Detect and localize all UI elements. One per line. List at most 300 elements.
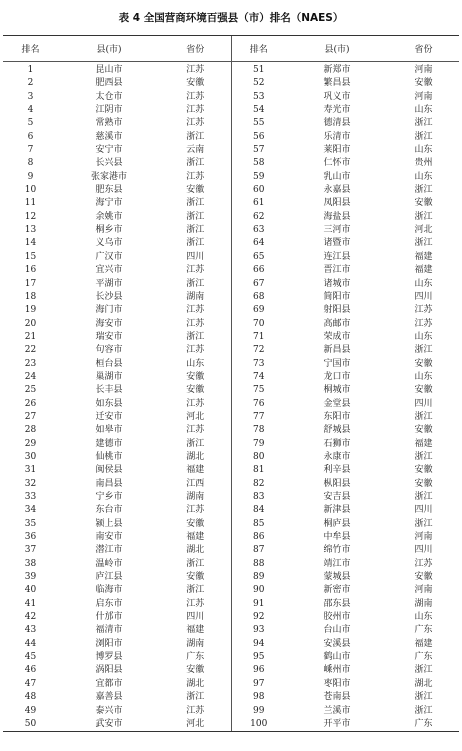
province-cell-right: 安徽: [414, 572, 433, 583]
rank-cell-right: 69: [231, 304, 286, 317]
county-cell-right: 开平市: [286, 718, 388, 732]
table-row: [3, 598, 459, 611]
table-row: [3, 237, 459, 250]
county-cell-right: 德清县: [323, 118, 351, 129]
rank-cell-left: 46: [24, 665, 37, 676]
county-cell-right: 诸暨市: [323, 238, 351, 249]
province-cell-right: 四川: [414, 291, 433, 302]
county-cell-left: 江阴市: [95, 105, 123, 116]
rank-cell-right: 81: [231, 464, 286, 477]
province-cell-left: 江苏: [186, 65, 205, 75]
province-cell-right: 安徽: [414, 78, 433, 89]
province-cell-left: 云南: [186, 145, 205, 156]
table-row: [3, 358, 459, 371]
province-cell-left: 浙江: [186, 238, 205, 249]
table-row: [3, 344, 459, 357]
rank-cell-right: 80: [231, 451, 286, 464]
county-cell-right: 永嘉县: [323, 185, 351, 196]
county-cell-right: 连江县: [323, 251, 351, 262]
rank-cell-left: 25: [24, 385, 37, 396]
table-row: [3, 184, 459, 197]
table-row: [3, 638, 459, 651]
province-cell-right: 山东: [414, 105, 433, 116]
province-cell-right: 山东: [414, 371, 433, 382]
county-cell-left: 义乌市: [95, 238, 123, 249]
province-cell-left: 四川: [186, 612, 205, 623]
county-cell-left: 海安市: [95, 318, 123, 329]
header-county-right: 县(市): [286, 36, 388, 62]
county-cell-right: 胶州市: [323, 612, 351, 623]
province-cell-right: 安徽: [414, 385, 433, 396]
rank-cell-left: 35: [24, 518, 37, 529]
county-cell-left: 慈溪市: [95, 131, 123, 142]
table-row: [3, 611, 459, 624]
county-cell-left: 安宁市: [95, 145, 123, 156]
county-cell-right: 枞阳县: [323, 478, 351, 489]
county-cell-right: 射阳县: [323, 305, 351, 316]
header-county-left: 县(市): [58, 36, 160, 62]
rank-cell-right: 70: [231, 318, 286, 331]
province-cell-right: 浙江: [414, 411, 433, 422]
province-cell-left: 浙江: [186, 198, 205, 209]
table-row: [3, 491, 459, 504]
header-row: [3, 36, 459, 62]
table-row: [3, 504, 459, 517]
province-cell-left: 安徽: [186, 385, 205, 396]
rank-cell-left: 32: [24, 478, 37, 489]
rank-cell-left: 36: [24, 532, 37, 543]
county-cell-right: 鹤山市: [323, 652, 351, 663]
rank-cell-left: 12: [24, 211, 37, 222]
rank-cell-left: 7: [27, 145, 34, 156]
header-province-right: 省份: [388, 36, 459, 62]
table-row: [3, 571, 459, 584]
county-cell-left: 南安市: [95, 532, 123, 543]
rank-cell-right: 53: [231, 91, 286, 104]
county-cell-left: 浏阳市: [95, 638, 123, 649]
province-cell-right: 广东: [388, 718, 459, 732]
county-cell-left: 武安市: [58, 718, 160, 732]
table-row: [3, 211, 459, 224]
province-cell-right: 安徽: [414, 465, 433, 476]
table-row: [3, 438, 459, 451]
rank-cell-right: 72: [231, 344, 286, 357]
county-cell-left: 什邡市: [95, 612, 123, 623]
county-cell-right: 永康市: [323, 451, 351, 462]
rank-cell-right: 91: [231, 598, 286, 611]
county-cell-right: 蒙城县: [323, 572, 351, 583]
table-row: [3, 544, 459, 557]
rank-cell-left: 17: [24, 278, 37, 289]
province-cell-right: 四川: [414, 505, 433, 516]
province-cell-left: 福建: [186, 625, 205, 636]
province-cell-right: 浙江: [414, 665, 433, 676]
province-cell-left: 江苏: [186, 105, 205, 116]
table-row: [3, 651, 459, 664]
province-cell-right: 安徽: [414, 358, 433, 369]
county-cell-right: 海盐县: [323, 211, 351, 222]
county-cell-right: 兰溪市: [323, 705, 351, 716]
county-cell-left: 句容市: [95, 345, 123, 356]
province-cell-right: 浙江: [414, 185, 433, 196]
county-cell-left: 平湖市: [95, 278, 123, 289]
province-cell-left: 安徽: [186, 665, 205, 676]
province-cell-right: 浙江: [414, 692, 433, 703]
rank-cell-right: 56: [231, 131, 286, 144]
rank-cell-left: 45: [24, 652, 37, 663]
table-row: [3, 584, 459, 597]
table-body: [3, 62, 459, 732]
county-cell-right: 台山市: [323, 625, 351, 636]
province-cell-right: 浙江: [414, 211, 433, 222]
rank-cell-right: 74: [231, 371, 286, 384]
rank-cell-left: 31: [24, 465, 37, 476]
county-cell-right: 晋江市: [323, 265, 351, 276]
province-cell-right: 浙江: [414, 492, 433, 502]
table-row: [3, 678, 459, 691]
table-row: [3, 251, 459, 264]
province-cell-right: 江苏: [414, 305, 433, 316]
rank-cell-right: 95: [231, 651, 286, 664]
rank-cell-right: 64: [231, 237, 286, 250]
county-cell-left: 肥西县: [95, 78, 123, 89]
rank-cell-right: 78: [231, 424, 286, 437]
rank-cell-right: 68: [231, 291, 286, 304]
rank-cell-left: 34: [24, 505, 37, 516]
province-cell-right: 江苏: [414, 318, 433, 329]
province-cell-right: 浙江: [414, 131, 433, 142]
county-cell-right: 凤阳县: [323, 198, 351, 209]
county-cell-left: 海门市: [95, 305, 123, 316]
county-cell-right: 石狮市: [323, 438, 351, 449]
rank-cell-left: 3: [27, 91, 34, 102]
county-cell-right: 诸城市: [323, 278, 351, 289]
table-row: [3, 197, 459, 210]
rank-cell-left: 49: [24, 705, 37, 716]
province-cell-right: 河南: [414, 65, 433, 75]
rank-cell-left: 5: [27, 118, 34, 129]
rank-cell-right: 61: [231, 197, 286, 210]
province-cell-left: 浙江: [186, 585, 205, 596]
rank-cell-right: 93: [231, 624, 286, 637]
rank-cell-left: 29: [24, 438, 37, 449]
province-cell-left: 江苏: [186, 345, 205, 356]
header-province-left: 省份: [160, 36, 231, 62]
county-cell-right: 仁怀市: [323, 158, 351, 169]
county-cell-left: 余姚市: [95, 211, 123, 222]
rank-cell-left: 22: [24, 345, 37, 356]
rank-cell-right: 62: [231, 211, 286, 224]
rank-cell-right: 88: [231, 558, 286, 571]
table-row: [3, 91, 459, 104]
table-row: [3, 398, 459, 411]
table-row: [3, 224, 459, 237]
county-cell-left: 建德市: [95, 438, 123, 449]
table-row: [3, 691, 459, 704]
table-row: [3, 424, 459, 437]
province-cell-left: 浙江: [186, 558, 205, 569]
county-cell-left: 颍上县: [95, 518, 123, 529]
rank-cell-left: 6: [27, 131, 34, 142]
province-cell-left: 安徽: [186, 78, 205, 89]
county-cell-left: 昆山市: [95, 65, 123, 75]
rank-cell-right: 84: [231, 504, 286, 517]
province-cell-right: 贵州: [414, 158, 433, 169]
rank-cell-left: 38: [24, 558, 37, 569]
province-cell-right: 福建: [414, 638, 433, 649]
table-row: [3, 464, 459, 477]
county-cell-right: 宁国市: [323, 358, 351, 369]
county-cell-left: 宜都市: [95, 678, 123, 689]
rank-cell-left: 30: [24, 451, 37, 462]
province-cell-left: 江苏: [186, 398, 205, 409]
header-rank-left: 排名: [3, 36, 58, 62]
rank-cell-left: 48: [24, 692, 37, 703]
rank-cell-left: 37: [24, 545, 37, 556]
rank-cell-right: 51: [231, 62, 286, 78]
county-cell-left: 巢湖市: [95, 371, 123, 382]
rank-cell-right: 92: [231, 611, 286, 624]
county-cell-right: 舒城县: [323, 425, 351, 436]
rank-cell-right: 76: [231, 398, 286, 411]
province-cell-left: 河北: [160, 718, 231, 732]
rank-cell-left: 9: [27, 171, 34, 182]
province-cell-right: 广东: [414, 625, 433, 636]
province-cell-left: 江苏: [186, 305, 205, 316]
rank-cell-left: 44: [24, 638, 37, 649]
table-row: [3, 157, 459, 170]
rank-cell-right: 66: [231, 264, 286, 277]
province-cell-right: 四川: [414, 545, 433, 556]
county-cell-left: 东台市: [95, 505, 123, 516]
county-cell-right: 新昌县: [323, 345, 351, 356]
province-cell-right: 安徽: [414, 198, 433, 209]
rank-cell-left: 33: [24, 492, 37, 502]
table-row: [3, 664, 459, 677]
county-cell-left: 泰兴市: [95, 705, 123, 716]
county-cell-right: 金堂县: [323, 398, 351, 409]
province-cell-right: 浙江: [414, 345, 433, 356]
county-cell-right: 龙口市: [323, 371, 351, 382]
county-cell-left: 启东市: [95, 598, 123, 609]
rank-cell-left: 50: [3, 718, 58, 732]
table-row: [3, 144, 459, 157]
county-cell-left: 肥东县: [95, 185, 123, 196]
province-cell-right: 福建: [414, 265, 433, 276]
header-rank-right: 排名: [231, 36, 286, 62]
province-cell-left: 安徽: [186, 185, 205, 196]
rank-cell-right: 73: [231, 358, 286, 371]
county-cell-left: 桓台县: [95, 358, 123, 369]
rank-cell-left: 42: [24, 612, 37, 623]
province-cell-left: 湖北: [186, 678, 205, 689]
county-cell-left: 桐乡市: [95, 225, 123, 236]
county-cell-right: 繁昌县: [323, 78, 351, 89]
county-cell-right: 荣成市: [323, 331, 351, 342]
province-cell-left: 福建: [186, 465, 205, 476]
province-cell-left: 江苏: [186, 91, 205, 102]
table-row: [3, 518, 459, 531]
table-row: [3, 411, 459, 424]
rank-cell-left: 24: [24, 371, 37, 382]
province-cell-right: 山东: [414, 145, 433, 156]
rank-cell-left: 1: [27, 65, 34, 75]
rank-cell-left: 16: [24, 265, 37, 276]
county-cell-left: 张家港市: [90, 171, 127, 182]
province-cell-right: 浙江: [414, 705, 433, 716]
table-row: [3, 104, 459, 117]
table-row: [3, 371, 459, 384]
province-cell-right: 浙江: [414, 451, 433, 462]
rank-cell-right: 83: [231, 491, 286, 504]
table-row: [3, 705, 459, 718]
county-cell-right: 乳山市: [323, 171, 351, 182]
province-cell-left: 山东: [186, 358, 205, 369]
county-cell-left: 广汉市: [95, 251, 123, 262]
county-cell-right: 新津县: [323, 505, 351, 516]
province-cell-left: 安徽: [186, 572, 205, 583]
county-cell-right: 新密市: [323, 585, 351, 596]
county-cell-left: 临海市: [95, 585, 123, 596]
county-cell-right: 桐庐县: [323, 518, 351, 529]
rank-cell-right: 97: [231, 678, 286, 691]
rank-cell-right: 71: [231, 331, 286, 344]
county-cell-right: 邵东县: [323, 598, 351, 609]
county-cell-left: 南昌县: [95, 478, 123, 489]
table-row: [3, 384, 459, 397]
province-cell-left: 浙江: [186, 131, 205, 142]
county-cell-right: 乐清市: [323, 131, 351, 142]
rank-cell-left: 20: [24, 318, 37, 329]
county-cell-right: 靖江市: [323, 558, 351, 569]
rank-cell-left: 13: [24, 225, 37, 236]
rank-cell-right: 57: [231, 144, 286, 157]
province-cell-left: 安徽: [186, 518, 205, 529]
province-cell-right: 安徽: [414, 425, 433, 436]
county-cell-right: 新郑市: [323, 65, 351, 75]
rank-cell-right: 79: [231, 438, 286, 451]
rank-cell-left: 15: [24, 251, 37, 262]
province-cell-left: 江苏: [186, 505, 205, 516]
table-row: [3, 531, 459, 544]
province-cell-left: 河北: [186, 411, 205, 422]
province-cell-right: 浙江: [414, 118, 433, 129]
county-cell-left: 嘉善县: [95, 692, 123, 703]
province-cell-left: 江西: [186, 478, 205, 489]
province-cell-right: 河北: [414, 225, 433, 236]
rank-cell-right: 90: [231, 584, 286, 597]
province-cell-right: 山东: [414, 612, 433, 623]
province-cell-left: 江苏: [186, 598, 205, 609]
county-cell-left: 涡阳县: [95, 665, 123, 676]
table-row: [3, 304, 459, 317]
province-cell-right: 浙江: [414, 238, 433, 249]
province-cell-left: 广东: [186, 652, 205, 663]
rank-cell-right: 52: [231, 77, 286, 90]
province-cell-right: 湖北: [414, 678, 433, 689]
province-cell-left: 江苏: [186, 118, 205, 129]
province-cell-right: 江苏: [414, 558, 433, 569]
rank-cell-left: 41: [24, 598, 37, 609]
table-row: [3, 718, 459, 732]
table-row: [3, 62, 459, 78]
province-cell-right: 山东: [414, 278, 433, 289]
ranking-table: [3, 35, 459, 732]
province-cell-right: 福建: [414, 438, 433, 449]
rank-cell-right: 75: [231, 384, 286, 397]
rank-cell-right: 65: [231, 251, 286, 264]
rank-cell-left: 11: [24, 198, 37, 209]
table-row: [3, 171, 459, 184]
county-cell-left: 福清市: [95, 625, 123, 636]
county-cell-left: 常熟市: [95, 118, 123, 129]
county-cell-left: 太仓市: [95, 91, 123, 102]
rank-cell-left: 26: [24, 398, 37, 409]
county-cell-left: 宁乡市: [95, 492, 123, 502]
province-cell-right: 四川: [414, 398, 433, 409]
rank-cell-left: 27: [24, 411, 37, 422]
province-cell-right: 河南: [414, 91, 433, 102]
table-row: [3, 478, 459, 491]
table-row: [3, 558, 459, 571]
county-cell-left: 迁安市: [95, 411, 123, 422]
table-row: [3, 451, 459, 464]
county-cell-right: 安溪县: [323, 638, 351, 649]
county-cell-left: 瑞安市: [95, 331, 123, 342]
rank-cell-left: 14: [24, 238, 37, 249]
province-cell-left: 江苏: [186, 265, 205, 276]
rank-cell-right: 77: [231, 411, 286, 424]
rank-cell-left: 40: [24, 585, 37, 596]
county-cell-left: 宜兴市: [95, 265, 123, 276]
province-cell-left: 湖南: [186, 638, 205, 649]
county-cell-right: 东阳市: [323, 411, 351, 422]
county-cell-left: 长丰县: [95, 385, 123, 396]
province-cell-left: 浙江: [186, 158, 205, 169]
rank-cell-left: 28: [24, 425, 37, 436]
rank-cell-right: 55: [231, 117, 286, 130]
county-cell-right: 简阳市: [323, 291, 351, 302]
county-cell-right: 绵竹市: [323, 545, 351, 556]
province-cell-right: 安徽: [414, 478, 433, 489]
rank-cell-right: 82: [231, 478, 286, 491]
county-cell-right: 中牟县: [323, 532, 351, 543]
county-cell-right: 安吉县: [323, 492, 351, 502]
rank-cell-left: 2: [27, 78, 34, 89]
rank-cell-left: 8: [27, 158, 34, 169]
county-cell-right: 莱阳市: [323, 145, 351, 156]
rank-cell-left: 23: [24, 358, 37, 369]
rank-cell-right: 86: [231, 531, 286, 544]
province-cell-left: 浙江: [186, 438, 205, 449]
rank-cell-right: 87: [231, 544, 286, 557]
table-row: [3, 331, 459, 344]
table-row: [3, 117, 459, 130]
province-cell-left: 湖南: [186, 492, 205, 502]
county-cell-left: 海宁市: [95, 198, 123, 209]
province-cell-right: 湖南: [414, 598, 433, 609]
rank-cell-right: 54: [231, 104, 286, 117]
county-cell-right: 高邮市: [323, 318, 351, 329]
county-cell-left: 闽侯县: [95, 465, 123, 476]
province-cell-right: 福建: [414, 251, 433, 262]
province-cell-left: 江苏: [186, 318, 205, 329]
county-cell-left: 温岭市: [95, 558, 123, 569]
rank-cell-right: 59: [231, 171, 286, 184]
rank-cell-right: 98: [231, 691, 286, 704]
county-cell-right: 三河市: [323, 225, 351, 236]
province-cell-left: 浙江: [186, 225, 205, 236]
